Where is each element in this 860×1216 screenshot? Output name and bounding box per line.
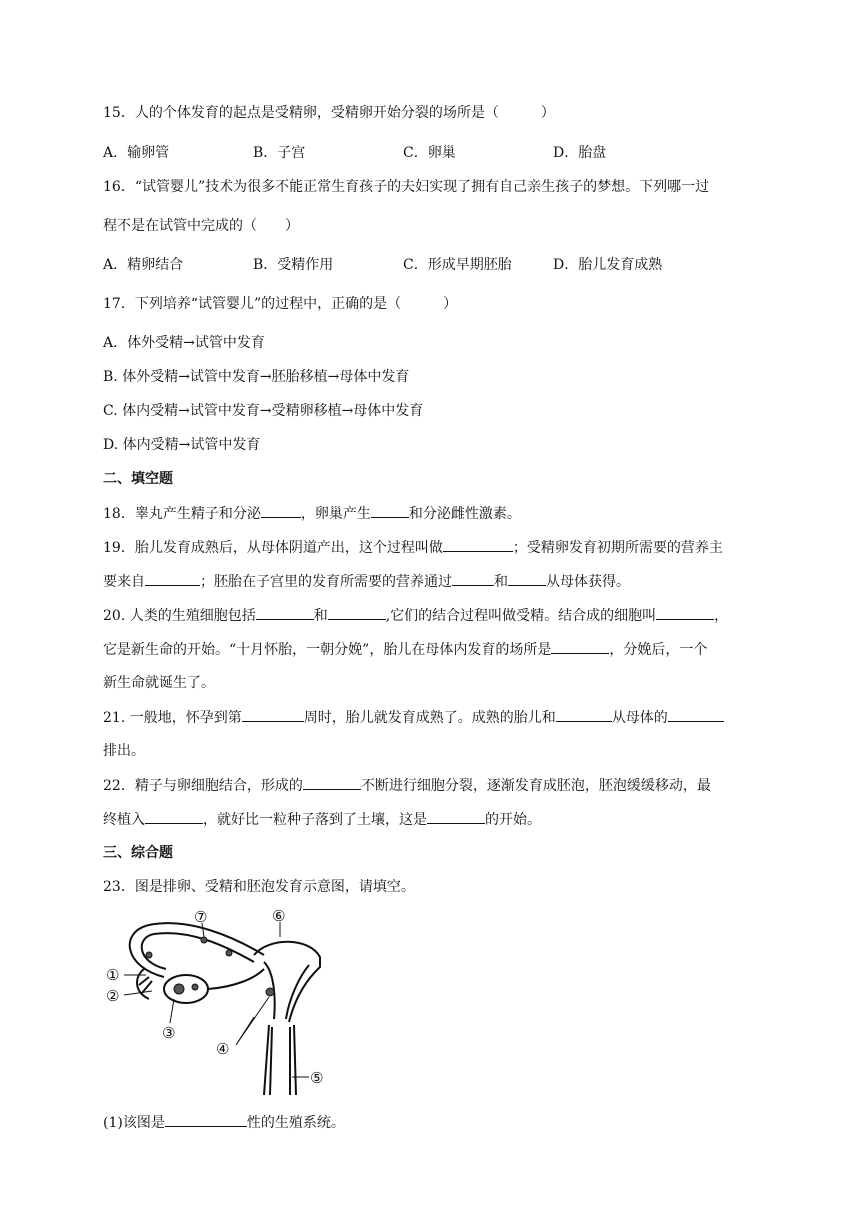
q20-line2 xyxy=(103,639,707,660)
q15-stem: 15．人的个体发育的起点是受精卵，受精卵开始分裂的场所是（ ） xyxy=(103,105,555,121)
follicle xyxy=(192,984,198,990)
label-1: ① xyxy=(106,966,120,984)
q16-option-b: B．受精作用 xyxy=(253,257,334,273)
leader-4 xyxy=(236,997,269,1045)
q18-blank-2 xyxy=(371,503,409,518)
q16-option-d: D．胎儿发育成熟 xyxy=(553,257,663,273)
q19-line1 xyxy=(103,537,723,558)
label-3: ③ xyxy=(162,1024,176,1042)
q20-blank-2 xyxy=(328,605,386,620)
q19-blank-2 xyxy=(145,571,200,586)
ovarian-ligament xyxy=(208,969,264,989)
q18-blank-1 xyxy=(261,503,301,518)
label-7: ⑦ xyxy=(194,908,208,926)
q20-blank-3 xyxy=(656,605,714,620)
q19-part1: 19．胎儿发育成熟后，从母体阴道产出，这个过程叫做 xyxy=(103,540,443,556)
q21-part3: 从母体的 xyxy=(611,710,668,726)
leader-3 xyxy=(170,999,174,1023)
q20-blank-1 xyxy=(256,605,314,620)
label-4: ④ xyxy=(216,1040,230,1058)
q23-sub1 xyxy=(103,1112,345,1133)
q15-option-a: A．输卵管 xyxy=(103,145,170,161)
q23-sub1-part1: (1)该图是 xyxy=(103,1115,165,1131)
q21-blank-1 xyxy=(242,707,304,722)
section-heading-fill-in: 二、填空题 xyxy=(103,471,173,487)
reproductive-system-diagram xyxy=(104,907,334,1097)
q18-part2: ，卵巢产生 xyxy=(300,506,371,522)
q20-line3: 新生命就诞生了。 xyxy=(103,675,215,691)
q15-option-b: B．子宫 xyxy=(253,145,306,161)
q16-option-c: C．形成早期胚胎 xyxy=(403,257,512,273)
q15-option-c: C．卵巢 xyxy=(403,145,456,161)
q22-part4: ，就好比一粒种子落到了土壤，这是 xyxy=(203,812,427,828)
q21-line1 xyxy=(103,707,724,728)
q22-blank-1 xyxy=(303,775,361,790)
q22-part5: 的开始。 xyxy=(485,812,541,828)
vagina-left xyxy=(264,1025,269,1095)
uterus-inner-right xyxy=(286,965,309,1019)
q18-part3: 和分泌雌性激素。 xyxy=(408,506,521,522)
q21-blank-2 xyxy=(556,707,612,722)
q20-line1 xyxy=(103,605,728,626)
q20-blank-4 xyxy=(551,639,609,654)
label-5: ⑤ xyxy=(310,1069,324,1087)
q19-part2: ；受精卵发育初期所需要的营养主 xyxy=(512,540,723,556)
q23-stem: 23．图是排卵、受精和胚泡发育示意图，请填空。 xyxy=(103,879,415,895)
q16-stem-line2: 程不是在试管中完成的（ ） xyxy=(103,218,299,234)
q20-part3: ,它们的结合过程叫做受精。结合成的细胞叫 xyxy=(385,608,657,624)
vagina-right xyxy=(294,1025,296,1095)
ovary-shape xyxy=(164,975,208,1003)
q17-option-c: C. 体内受精→试管中发育→受精卵移植→母体中发育 xyxy=(103,403,424,419)
q22-blank-2 xyxy=(145,809,203,824)
q22-part3: 终植入 xyxy=(103,812,145,828)
q19-part4: ；胚胎在子宫里的发育所需要的营养通过 xyxy=(200,574,452,590)
leader-2 xyxy=(124,991,152,995)
q21-part1: 21. 一般地，怀孕到第 xyxy=(103,710,242,726)
q19-part6: 从母体获得。 xyxy=(546,574,630,590)
q19-line2 xyxy=(103,571,630,592)
q18-part1: 18．睾丸产生精子和分泌 xyxy=(103,506,261,522)
q19-blank-1 xyxy=(443,537,513,552)
oviduct-inner-path xyxy=(142,933,254,969)
q21-line2: 排出。 xyxy=(103,743,145,759)
q23-blank-1 xyxy=(165,1112,247,1127)
label-2: ② xyxy=(106,987,120,1005)
section-heading-comprehensive: 三、综合题 xyxy=(103,845,173,861)
egg-cell-in-ovary xyxy=(174,984,184,994)
q22-line2 xyxy=(103,809,541,830)
q17-option-d: D. 体内受精→试管中发育 xyxy=(103,437,261,453)
q18-text xyxy=(103,503,521,524)
q20-part2: 和 xyxy=(313,608,328,624)
q16-option-a: A．精卵结合 xyxy=(103,257,184,273)
label-6: ⑥ xyxy=(272,907,286,925)
q21-blank-3 xyxy=(668,707,724,722)
q15-option-d: D．胎盘 xyxy=(553,145,607,161)
q17-stem: 17．下列培养“试管婴儿”的过程中，正确的是（ ） xyxy=(103,296,458,312)
q22-blank-3 xyxy=(427,809,485,824)
q22-part1: 22．精子与卵细胞结合，形成的 xyxy=(103,778,303,794)
q22-part2: 不断进行细胞分裂，逐渐发育成胚泡，胚泡缓缓移动，最 xyxy=(360,778,711,794)
q19-blank-3 xyxy=(452,571,494,586)
early-embryo xyxy=(226,950,232,956)
q19-blank-4 xyxy=(508,571,546,586)
q19-part5: 和 xyxy=(494,574,508,590)
vagina-inner-left xyxy=(270,1027,272,1095)
oviduct-cell-1 xyxy=(146,952,152,958)
q23-sub1-part2: 性的生殖系统。 xyxy=(246,1115,345,1131)
q17-option-a: A．体外受精→试管中发育 xyxy=(103,335,265,351)
q19-part3: 要来自 xyxy=(103,574,145,590)
q20-part6: ，分娩后，一个 xyxy=(609,642,708,658)
q16-stem-line1: 16．“试管婴儿”技术为很多不能正常生育孩子的夫妇实现了拥有自己亲生孩子的梦想。下列哪一过 xyxy=(103,179,710,195)
q20-part1: 20. 人类的生殖细胞包括 xyxy=(103,608,256,624)
q20-part4: ， xyxy=(714,608,729,624)
q20-part5: 它是新生命的开始。“十月怀胎，一朝分娩”，胎儿在母体内发育的场所是 xyxy=(103,642,552,658)
blastocyst xyxy=(266,988,274,996)
oviduct-outer-path xyxy=(130,923,264,977)
q17-option-b: B. 体外受精→试管中发育→胚胎移植→母体中发育 xyxy=(103,369,410,385)
q22-line1 xyxy=(103,775,711,796)
fertilized-egg xyxy=(201,937,207,943)
fimbriae-2 xyxy=(139,977,152,993)
q21-part2: 周时，胎儿就发育成熟了。成熟的胎儿和 xyxy=(303,710,556,726)
